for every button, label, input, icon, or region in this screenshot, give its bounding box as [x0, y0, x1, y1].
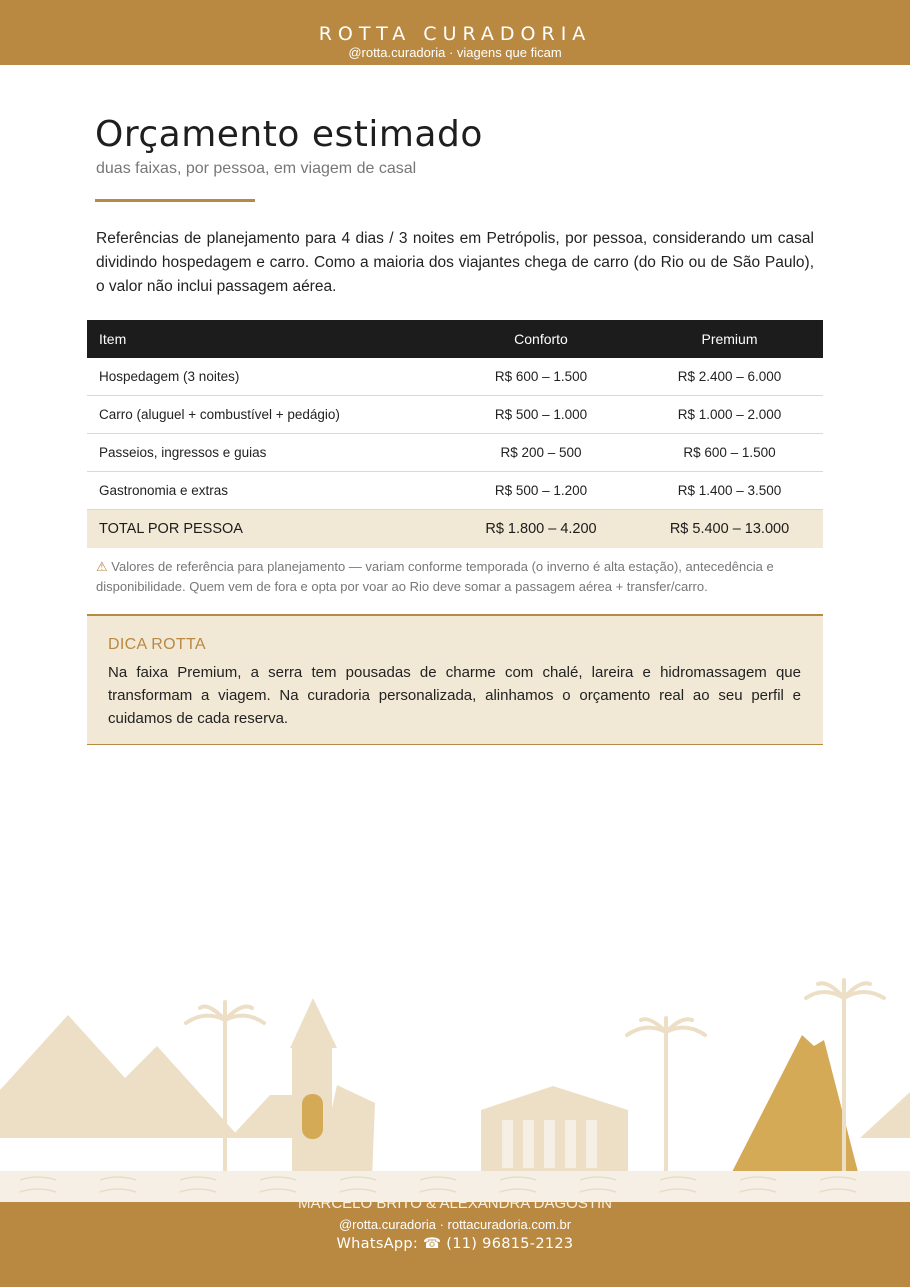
row-premium: R$ 600 – 1.500: [636, 434, 823, 472]
brand-name: ROTTA CURADORIA: [318, 23, 592, 45]
row-item: Passeios, ingressos e guias: [87, 434, 446, 472]
footer-names: MARCELO BRITO & ALEXANDRA DAGOSTIN: [298, 1195, 612, 1212]
budget-table: [87, 320, 823, 548]
row-item: Hospedagem (3 noites): [87, 358, 446, 396]
landscape-illustration: [0, 960, 910, 1205]
total-conforto: R$ 1.800 – 4.200: [446, 510, 636, 549]
row-conforto: R$ 600 – 1.500: [446, 358, 636, 396]
row-conforto: R$ 500 – 1.000: [446, 396, 636, 434]
tip-box: [87, 614, 823, 745]
column-header-premium: Premium: [636, 320, 823, 358]
tip-title: DICA ROTTA: [108, 636, 206, 653]
row-conforto: R$ 200 – 500: [446, 434, 636, 472]
brand-tagline: @rotta.curadoria · viagens que ficam: [348, 45, 562, 60]
mountain-right: [860, 1092, 910, 1138]
table-header-row: [87, 320, 823, 358]
footer-phone: WhatsApp: ☎ (11) 96815-2123: [336, 1236, 574, 1252]
title-divider: [95, 199, 255, 202]
intro-paragraph: Referências de planejamento para 4 dias / 3 noites em Petrópolis, por pessoa, considerando um casal dividindo hospedagem e carro. Como a maioria dos viajantes chega de carro (do Rio ou de São Paulo), o valor não inclui passagem aérea.: [96, 230, 814, 295]
reference-note: [96, 557, 816, 597]
row-premium: R$ 2.400 – 6.000: [636, 358, 823, 396]
tip-text: Na faixa Premium, a serra tem pousadas de charme com chalé, lareira e hidromassagem que transformam a viagem. Na curadoria personalizada, alinhamos o orçamento real ao seu perfil e cuidamos de cada reserva.: [108, 664, 801, 727]
table-row: [87, 434, 823, 472]
church-roof: [290, 998, 337, 1048]
header-bar: [0, 0, 910, 65]
table-row: [87, 472, 823, 510]
row-item: Carro (aluguel + combustível + pedágio): [87, 396, 446, 434]
warning-icon: ⚠: [96, 559, 108, 574]
church-side: [332, 1085, 375, 1178]
church-door: [302, 1094, 323, 1139]
table-row: [87, 358, 823, 396]
total-label: TOTAL POR PESSOA: [87, 510, 446, 549]
museum-pediment: [481, 1086, 628, 1110]
table-row: [87, 396, 823, 434]
page-title: Orçamento estimado: [95, 114, 483, 155]
total-row: [87, 510, 823, 549]
row-item: Gastronomia e extras: [87, 472, 446, 510]
footer-links: @rotta.curadoria · rottacuradoria.com.br: [338, 1217, 572, 1232]
row-premium: R$ 1.400 – 3.500: [636, 472, 823, 510]
footer-bar: [0, 1195, 910, 1287]
mountain-left: [0, 1015, 240, 1138]
mountain-gold: [732, 1035, 858, 1172]
page-subtitle: duas faixas, por pessoa, em viagem de casal: [96, 160, 417, 177]
row-conforto: R$ 500 – 1.200: [446, 472, 636, 510]
column-header-item: Item: [87, 320, 446, 358]
column-header-conforto: Conforto: [446, 320, 636, 358]
total-premium: R$ 5.400 – 13.000: [636, 510, 823, 549]
row-premium: R$ 1.000 – 2.000: [636, 396, 823, 434]
reference-note-text: Valores de referência para planejamento — variam conforme temporada (o inverno é alta estação), antecedência e disponibilidade. Quem vem de fora e opta por voar ao Rio deve somar a passagem aérea + transfer/carro.: [96, 559, 774, 594]
